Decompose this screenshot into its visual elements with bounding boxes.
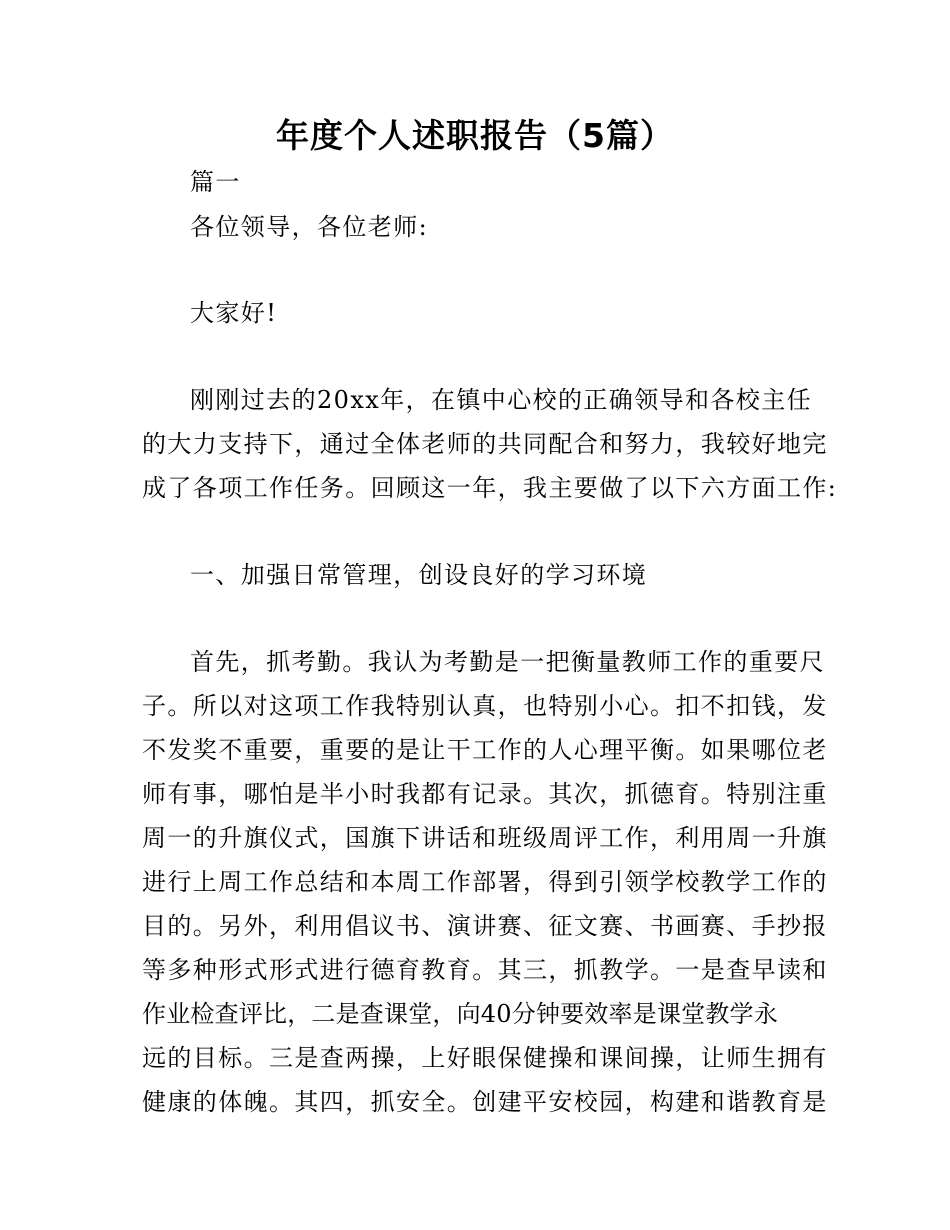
document-title: 年度个人述职报告（5篇） [276, 116, 674, 155]
body-line: 远的目标。三是查两操，上好眼保健操和课间操，让师生拥有 [142, 1044, 828, 1072]
body-line: 周一的升旗仪式，国旗下讲话和班级周评工作，利用周一升旗 [142, 824, 828, 852]
intro-line: 成了各项工作任务。回顾这一年，我主要做了以下六方面工作: [142, 474, 838, 502]
body-line: 不发奖不重要，重要的是让干工作的人心理平衡。如果哪位老 [142, 736, 828, 764]
body-line: 子。所以对这项工作我特别认真，也特别小心。扣不扣钱，发 [142, 692, 828, 720]
body-line: 首先，抓考勤。我认为考勤是一把衡量教师工作的重要尺 [190, 648, 825, 676]
greeting: 大家好! [190, 299, 278, 327]
intro-line: 的大力支持下，通过全体老师的共同配合和努力，我较好地完 [142, 430, 828, 458]
body-line: 进行上周工作总结和本周工作部署，得到引领学校教学工作的 [142, 868, 828, 896]
body-line: 目的。另外，利用倡议书、演讲赛、征文赛、书画赛、手抄报 [142, 912, 828, 940]
body-line: 作业检查评比，二是查课堂，向40分钟要效率是课堂教学永 [142, 1000, 778, 1028]
section-heading: 一、加强日常管理，创设良好的学习环境 [190, 561, 648, 589]
section-label: 篇一 [190, 168, 241, 196]
intro-line: 刚刚过去的20xx年，在镇中心校的正确领导和各校主任 [190, 386, 813, 414]
salutation: 各位领导，各位老师: [190, 213, 429, 241]
body-line: 师有事，哪怕是半小时我都有记录。其次，抓德育。特别注重 [142, 780, 828, 808]
body-line: 等多种形式形式进行德育教育。其三，抓教学。一是查早读和 [142, 956, 828, 984]
body-line: 健康的体魄。其四，抓安全。创建平安校园，构建和谐教育是 [142, 1088, 828, 1116]
